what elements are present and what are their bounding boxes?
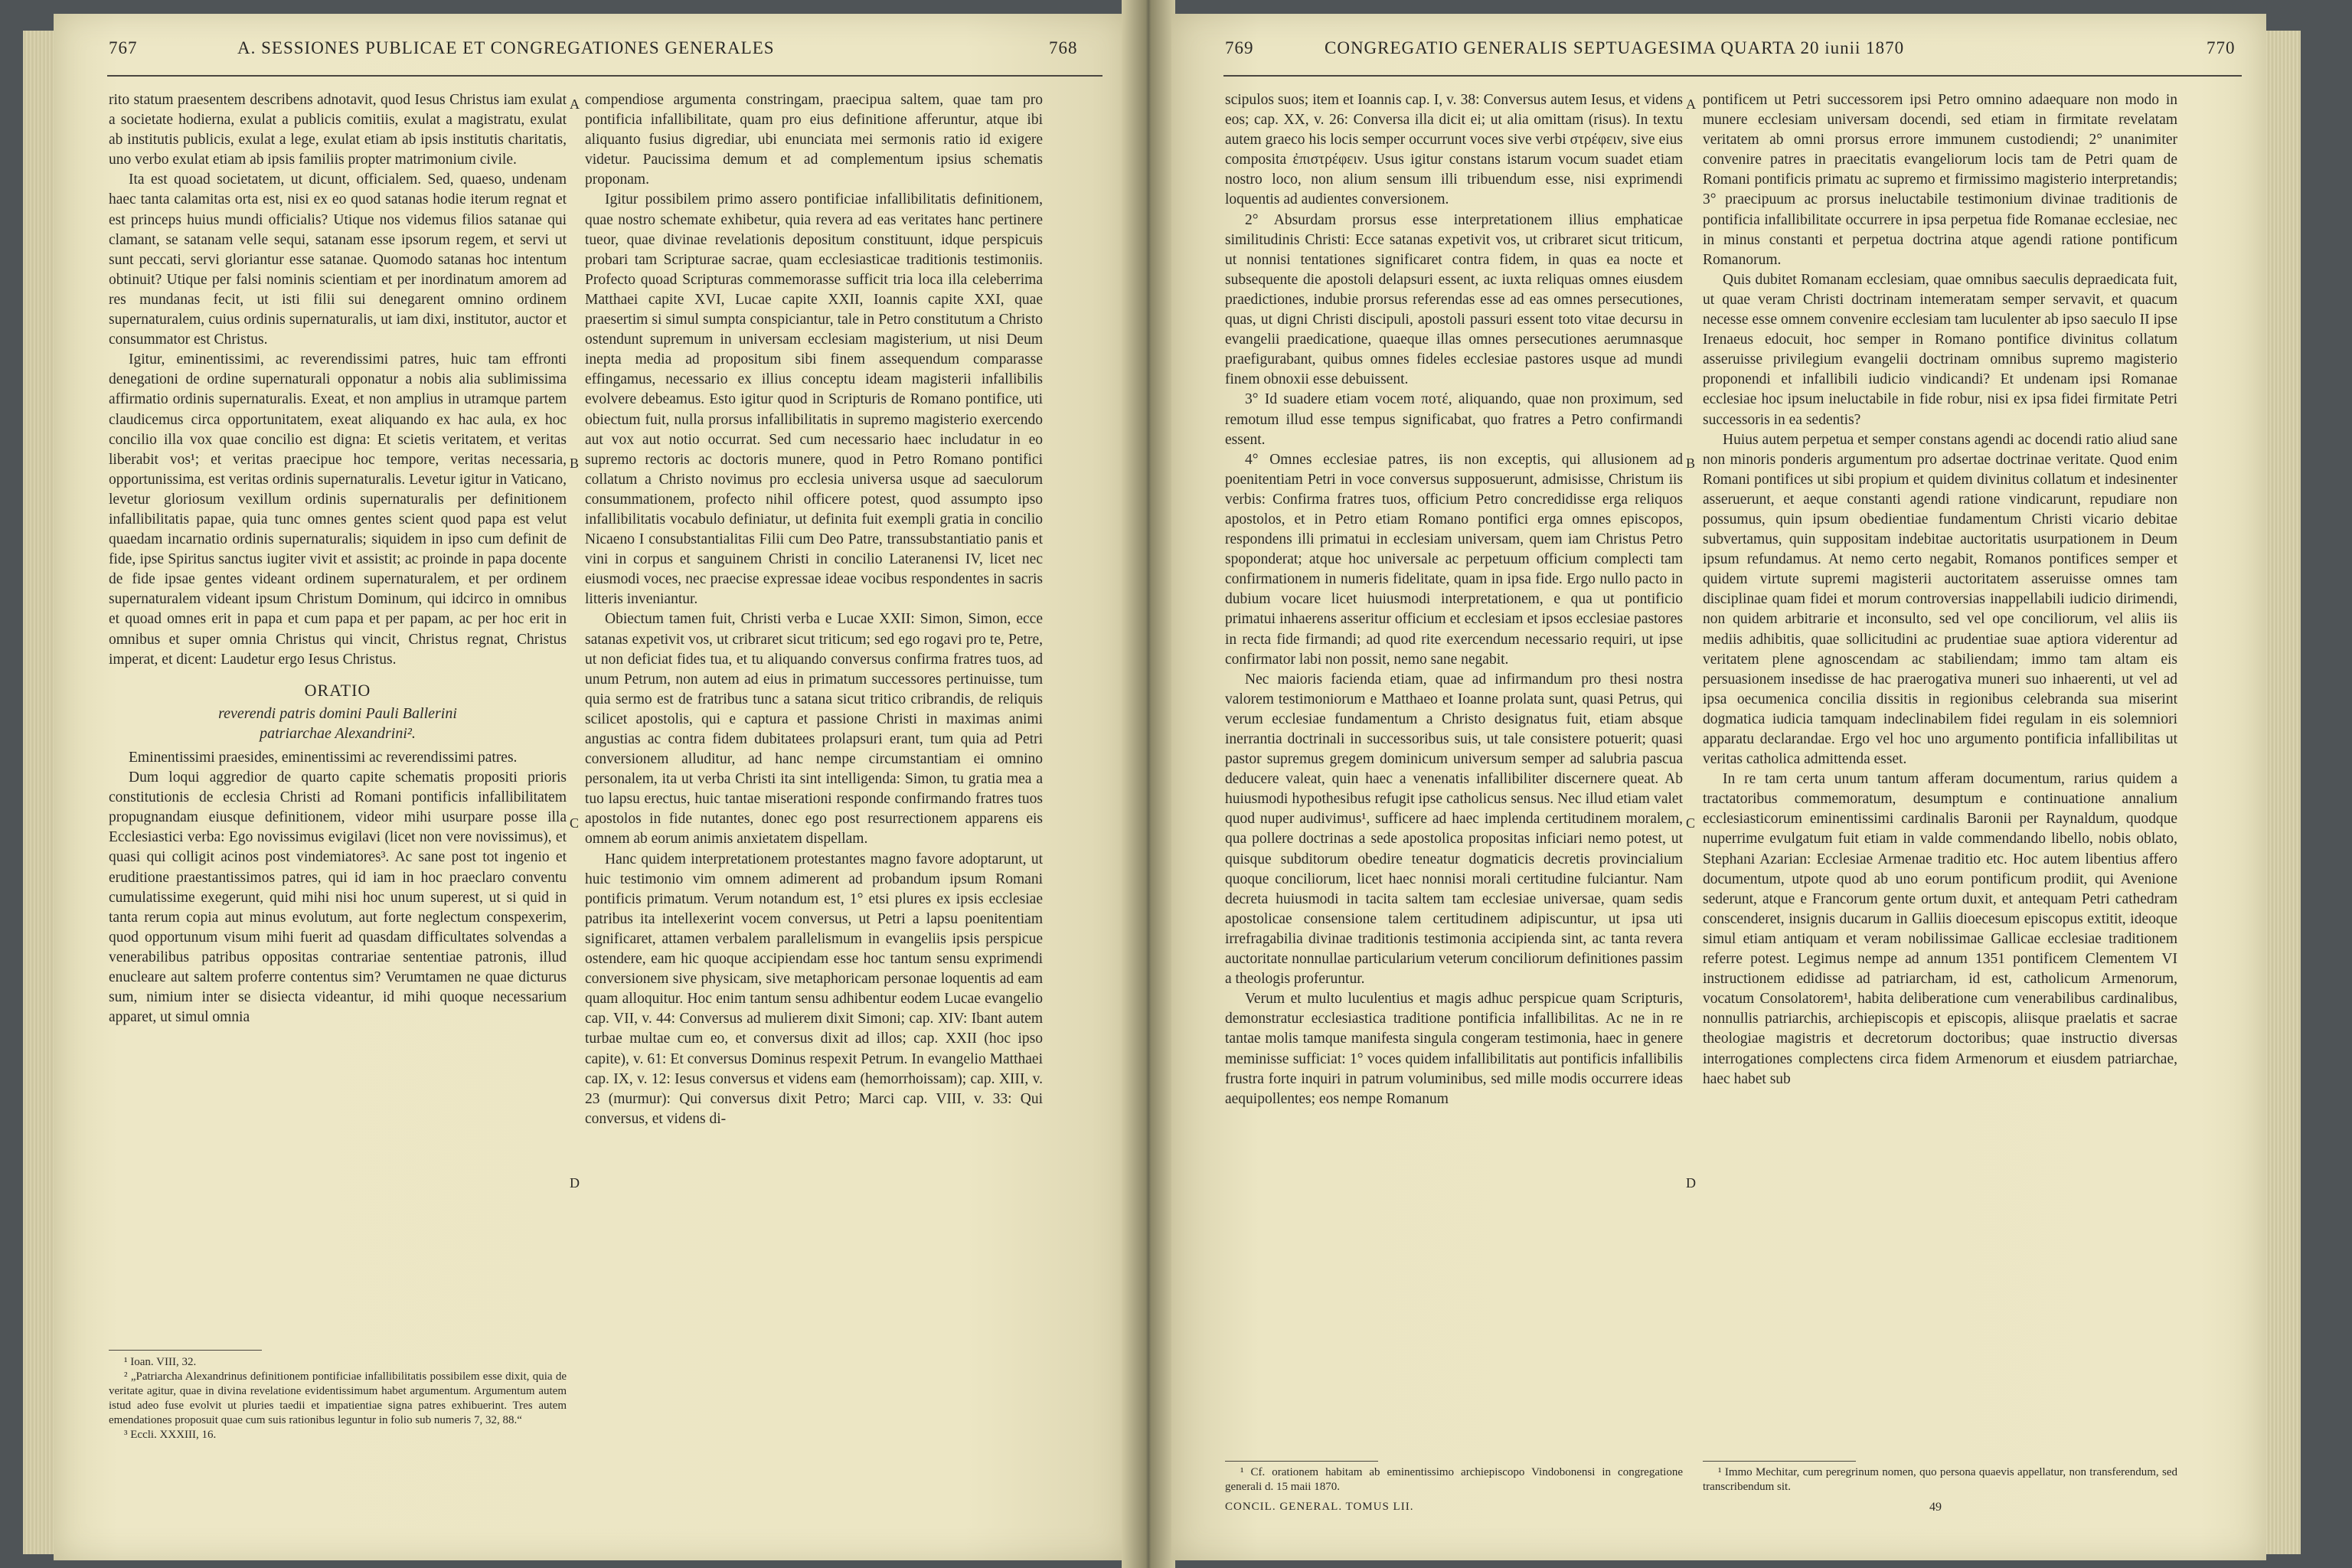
paragraph: 2° Absurdam prorsus esse interpretationem illius emphaticae similitudinis Christi: Ecce satanas expetivit vos, ut cribraret sicut triticum, ut nonnisi tentationes significaret contra fidem, in quas ea nocte et subsequente die apostoli delapsuri essent, ac iuxta reliquas omnes eiusdem praedictiones, indubie prorsus referendas esse ad eas omnes persecutiones, quas, ut digni Christi discipuli, apostoli passuri essent toto vitae decursu in evangelii praedicatione, quaeque illas omnes persecutiones aerumnasque praefigurabant, quibus omnes fideles ecclesiae pastores usque ad mundi finem obnoxii esse debuissent. bbox=[1225, 211, 1683, 388]
left-column-a bbox=[109, 90, 567, 1331]
section-marker: B bbox=[570, 456, 580, 471]
book-gutter bbox=[1122, 0, 1175, 1568]
paragraph: rito statum praesentem describens adnotavit, quod Iesus Christus iam exulat a societate hodierna, exulat a publicis comitiis, exulat a magistratu, exulat ab institutis publicis, exulat a lege, exulat etiam ab ipsis institutis charitatis, uno verbo exulat etiam ab ipsis familiis propter matrimonium civile. bbox=[109, 92, 567, 168]
left-page bbox=[54, 14, 1125, 1560]
right-page bbox=[1171, 14, 2266, 1560]
footnote: ¹ Cf. orationem habitam ab eminentissimo archiepiscopo Vindobonensi in congregatione generali d. 15 maii 1870. bbox=[1225, 1466, 1683, 1493]
running-title: CONGREGATIO GENERALIS SEPTUAGESIMA QUARTA 20 iunii 1870 bbox=[1325, 38, 1905, 57]
section-marker: A bbox=[1686, 96, 1696, 112]
footnote-rule bbox=[1225, 1461, 1378, 1462]
section-marker: B bbox=[1686, 456, 1696, 471]
paragraph: compendiose argumenta constringam, praecipua saltem, quae tam pro pontificia infallibilitate, quam pro eius definitione afferuntur, atque ibi aliquanto fusius digrediar, ubi enunciata mei sermonis ratio id exigere videtur. Paucissima demum et ad complementum ipsius schematis proponam. bbox=[585, 92, 1043, 188]
page-number: 768 bbox=[1049, 38, 1078, 57]
page-number: 767 bbox=[109, 38, 138, 57]
right-footnote-a bbox=[1225, 1465, 1683, 1494]
signature-mark: CONCIL. GENERAL. TOMUS LII. bbox=[1225, 1501, 1414, 1513]
paragraph: Igitur possibilem primo assero pontificiae infallibilitatis definitionem, quae nostro schemate exhibetur, quia revera ad eas veritates hanc pertinere tueor, quae divinae revelationis depositum constituunt, idque perspicuis probari tam Scripturae sacrae, quam ecclesiasticae traditionis testimoniis. Profecto quoad Scripturas commemorasse sufficit tria loca illa celeberrima Matthaei capite XVI, Lucae capite XXII, Ioannis capite XXI, quae praesertim si simul sumpta conspiciantur, tale in Petro constitutum a Christo ostendunt supremum in universam ecclesiam magisterium, ut nisi Deum inepta media ad propositum sibi finem assequendum comparasse effingamus, necessario ex illius conceptu ideam magisterii infallibilis evolvere debeamus. Esto igitur quod in Scripturis de Romano pontifice, uti obiectum fuit, nulla prorsus infallibilitatis in supremo magisterio exercendo aut vox aut notio occurrat. Sed cum necessario haec includatur in eo supremo rectoris ac doctoris munere, quod in Petro Romano pontifici collatum a Christo novimus pro ecclesia universa usque ad saeculorum consummationem, profecto nihil officere potest, quod assumpto ipso infallibilitatis vocabulo definiatur, ut definita fuit exempli gratia in concilio Nicaeno I consubstantialitas Filii cum Deo Patre, transsubstantiatio panis et vini in corpus et sanguinem Christi in concilio Lateranensi IV, licet nec eiusmodi voces, nec praecise expressae ideae vocibus respondentes in sacris litteris inveniantur. bbox=[585, 191, 1043, 608]
right-page-edges bbox=[2262, 31, 2301, 1554]
oratio-subtitle: patriarchae Alexandrini². bbox=[260, 724, 416, 742]
paragraph: Ita est quoad societatem, ut dicunt, officialem. Sed, quaeso, undenam haec tanta calamitas orta est, nisi ex eo quod satanas hodie iterum regnat et est princeps huius mundi officialis? Utique nos videmus filios satanae qui clamant, se satanam velle sequi, satanam esse ipsorum regem, et servi ut sunt peccati, servi gloriantur esse satanae. Quomodo satanas hoc intentum obtinuit? Utique per falsi nominis scientiam et per inordinatum amorem ad res mundanas fecit, ut isti filii sui denegarent omnino ordinem supernaturalem, cuius ordinis supernaturalis, ut iam dixi, institutor, auctor et consummator est Christus. bbox=[109, 172, 567, 348]
left-footnotes bbox=[109, 1355, 567, 1442]
section-marker: C bbox=[1686, 815, 1696, 831]
paragraph: Quis dubitet Romanam ecclesiam, quae omnibus saeculis depraedicata fuit, ut quae veram Christi doctrinam intemeratam semper servavit, et quacum necesse esse omnem convenire ecclesiam tam luculenter ab ipso saeculo II ipse Irenaeus edocuit, hoc semper in Romano pontifice divinitus collatum asseruisse privilegium evangelii doctrinam omnibus supremo magisterio proponendi et infallibili iudicio vindicandi? Et undenam ipsi Romanae ecclesiae hoc ipsum ineluctabile in fide robur, nisi ex ipsa fidei firmitate Petri successoris in ea sedentis? bbox=[1703, 271, 2177, 428]
paragraph: 4° Omnes ecclesiae patres, iis non exceptis, qui allusionem ad poenitentiam Petri in voce conversus supposuerunt, admisisse, Christum iis verbis: Confirma fratres tuos, officium Petro concredidisse erga reliquos apostolos, et in Petro etiam Romano pontifici erga omnes episcopos, respondens illi primatui in ecclesiam universam, quem iam Christus Petro spoponderat; atque hoc universale ac perpetuum officium complecti tam confirmationem in numeris fidelitate, quam in ipsa fide. Ergo nullo pacto in dubium vocare licet huiusmodi interpretationem, e qua ut pontificio primatui inhaerens asseritur officium et ecclesiam et ipsos ecclesiae pastores in recta fide firmandi; ad quod rite exercendum necessario requiri, ut ipse confirmator labi non possit, nemo sane negabit. bbox=[1225, 451, 1683, 668]
paragraph: Nec maioris facienda etiam, quae ad infirmandum pro thesi nostra valorem testimoniorum e Matthaeo et Ioanne prolata sunt, quasi Petrus, qui verum ecclesiae fundamentum a Christo designatus fuit, etiam absque inerrantia doctrinali in successoribus suis, ut tale consistere potuerit; quasi pastor supremus gregem dominicum universum semper ad salubria pascua deducere valeat, quin haec a venenatis infallibiliter discernere queat. Ab huiusmodi hypothesibus refugit ipse catholicus sensus. Nec illud etiam valet quod nuper audivimus¹, sufficere ad haec implenda certitudinem moralem, qua pollere doctrinas a sede apostolica propositas inficiari nemo potest, ut quisque subditorum obedire teneatur dogmaticis decretis provincialium quoque conciliorum, licet haec nonnisi morali certitudine fulciantur. Nam decreta huiusmodi in tacita saltem tam ecclesiae universae, quam sedis apostolicae consensione talem certitudinem adipiscuntur, ut ipsa uti irrefragabilia divinae traditionis testimonia accipienda sint, ac tanta revera auctoritate nonnullae particularium veterum conciliorum definitiones passim a theologis proferuntur. bbox=[1225, 671, 1683, 988]
oratio-subtitle: reverendi patris domini Pauli Ballerini bbox=[218, 704, 457, 722]
section-marker: D bbox=[1686, 1175, 1696, 1191]
paragraph: Dum loqui aggredior de quarto capite schematis propositi prioris constitutionis de ecclesia Christi ad Romani pontificis infallibilitatem propugnandam eiusque definitionem, videor mihi usurpare posse illa Ecclesiastici verba: Ego novissimus evigilavi (licet non vere novissimus), et quasi qui colligit acinos post vindemiatores³. Ac sane post tot ingenio et eruditione praestantissimos patres, qui id iam in hoc praeclaro conventu cumulatissime exegerunt, quid mihi nisi hoc unum superest, ut si quid in tanta rerum copia aut minus evolutum, aut forte neglectum conspexerim, quod opportunum visum mihi fuerit ad quasdam difficultates solvendas a venerabilibus patribus oppositas contrariae sententiae patronis, illud enucleare aut saltem proferre contentus sim? Verumtamen ne quae dicturus sum, nimium inter se disiecta videantur, id mihi quoque necessarium apparet, ut simul omnia bbox=[109, 769, 567, 1026]
right-footnote-b bbox=[1703, 1465, 2177, 1494]
left-column-b bbox=[585, 90, 1043, 1499]
paragraph: Hanc quidem interpretationem protestantes magno favore adoptarunt, ut huic testimonio vim omnem adimerent ad probandum ipsum Romani pontificis primatum. Verum notandum est, 1° etsi plures ex ipsis ecclesiae patribus ita intellexerint vocem conversus, ut Petri a lapsu poenitentiam significaret, attamen verbalem parallelismum in evangeliis ipsis perspicue ostendere, eam hic quoque accipiendam esse hoc tantum sensu exprimendi conversionem sive physicam, sive metaphoricam personae loquentis ad eam quam alloquitur. Hoc enim tantum sensu adhibentur eodem Lucae evangelio cap. VII, v. 44: Conversus ad mulierem dixit Simoni; cap. XIV: Ibant autem turbae multae cum eo, et conversus dixit ad illos; cap. XXII (hoc ipso capite), v. 61: Et conversus Dominus respexit Petrum. In evangelio Matthaei cap. IX, v. 12: Iesus conversus et videns eam (hemorrhoissam); cap. XIII, v. 23 (murmur): Qui conversus dixit Petro; Marci cap. VIII, v. 33: Qui conversus, et videns di- bbox=[585, 851, 1043, 1127]
oratio-heading: ORATIO bbox=[304, 680, 371, 700]
left-running-header bbox=[54, 38, 1125, 69]
paragraph: 3° Id suadere etiam vocem ποτέ, aliquando, quae non proximum, sed remotum illud esse tempus significabat, quo fratres a Petro confirmandi essent. bbox=[1225, 391, 1683, 448]
paragraph: scipulos suos; item et Ioannis cap. I, v. 38: Conversus autem Iesus, et videns eos; cap. XX, v. 26: Conversa illa dicit ei; ut alia omittam (risus). In textu autem graeco his locis semper occurrunt voces sive verbi στρέφειν, sive eius composita ἐπιστρέφειν. Usus igitur constans istarum vocum suadet etiam nostro loco, non alium sensum illi tribuendum esse, nisi exprimendi loquentis ad audientes conversionem. bbox=[1225, 92, 1683, 208]
section-marker: D bbox=[570, 1175, 580, 1191]
footnote-rule bbox=[109, 1350, 262, 1351]
paragraph: In re tam certa unum tantum afferam documentum, rarius quidem a tractatoribus commemoratum, desumptum e continuatione annalium ecclesiasticorum eminentissimi cardinalis Baronii per Raynaldum, quodque nuperrime evulgatum fuit etiam in valde commendando libello, nobis oblato, Stephani Azarian: Ecclesiae Armenae traditio etc. Hoc autem libentius affero documentum, utpote quod ab uno eorum pontificum prodiit, qui Avenione sederunt, atque e Francorum gente ortum duxit, et antequam Petri cathedram conscenderet, insignis ducarum in Galliis dioecesum episcopus extitit, ideoque simul etiam antiquam et veram nobilissimae Gallicae ecclesiae traditionem referre potest. Legimus nempe ad annum 1351 pontificem Clementem VI instructionem edidisse ad patriarcham, id est, catholicum Armenorum, vocatum Consolatorem¹, habita deliberatione cum venerabilibus cardinalibus, nonnullis patriarchis, archiepiscopis et episcopis, aliisque praelatis et sacrae theologiae magistris et decretorum doctoribus; quae instructio diversas interrogationes complectens circa fidem Armenorum et eiusdem patriarchae, haec habet sub bbox=[1703, 771, 2177, 1087]
paragraph: Verum et multo luculentius et magis adhuc perspicue quam Scripturis, demonstratur ecclesiastica traditione pontificia infallibilitas. Ac ne in re tantae molis tamque manifesta singula congeram testimonia, haec in genere meminisse sufficiat: 1° voces quidem infallibilitatis aut pontificis infallibilis frustra forte inquiri in patrum voluminibus, sed mille modis occurrere ideas aequipollentes; eos nempe Romanum bbox=[1225, 991, 1683, 1107]
paragraph: Eminentissimi praesides, eminentissimi ac reverendissimi patres. bbox=[129, 750, 518, 766]
right-running-header bbox=[1171, 38, 2266, 69]
folio-number: 49 bbox=[1929, 1501, 1942, 1514]
left-page-edges bbox=[23, 31, 57, 1554]
footnote: ³ Eccli. XXXIII, 16. bbox=[124, 1429, 217, 1441]
section-marker: C bbox=[570, 815, 580, 831]
header-rule bbox=[107, 75, 1102, 77]
right-column-b bbox=[1703, 90, 2177, 1449]
footnote-rule bbox=[1703, 1461, 1856, 1462]
right-column-a bbox=[1225, 90, 1683, 1449]
running-title: A. SESSIONES PUBLICAE ET CONGREGATIONES GENERALES bbox=[237, 38, 775, 57]
section-marker: A bbox=[570, 96, 580, 112]
footnote: ¹ Immo Mechitar, cum peregrinum nomen, quo persona quaevis appellatur, non transferendum, sed transcribendum sit. bbox=[1703, 1466, 2177, 1493]
paragraph: pontificem ut Petri successorem ipsi Petro omnino adaequare non modo in munere ecclesiam universam docendi, sed etiam in firmitate revelatam veritatem ab omni prorsus errore immunem custodiendi; 2° unanimiter convenire patres in praecitatis evangeliorum locis tam de Petri quam de Romani pontificis primatu ac supremo et firmissimo magisterio interpretandis; 3° praecipuum ac prorsus ineluctabile testimonium divinae traditionis de pontificia infallibilitate occurrere in ipsa perpetua fide Romanae ecclesiae, nec in minus constanti et perpetua doctrina atque agendi ratione pontificum Romanorum. bbox=[1703, 92, 2177, 268]
paragraph: Huius autem perpetua et semper constans agendi ac docendi ratio aliud sane non minoris ponderis argumentum pro adsertae doctrinae veritate. Quod enim Romani pontifices ut sibi propium et quidem divinitus collatum et indesinenter asseruerunt, et aeque constanti agendi ratione vindicarunt, repudiare non possumus, quin ipsum obedientiae fundamentum Christi vicario debitae subvertamus, quin suppositam indebitae auctoritatis usurpationem in Deum ipsum refundamus. At nemo certo negabit, Romanos pontifices semper et quidem virtute supremi magisterii auctoritatem asseruisse omnes tam disciplinae quam fidei et morum controversias inappellabili iudicio dirimendi, non quidem arbitrarie et inconsulto, sed vel ope conciliorum, vel aliis iis mediis adhibitis, quae sollicitudini ac prudentiae suae aptiora viderentur ad veritatem plene agnoscendam ac stabiliendam; immo tam altam eis persuasionem insedisse de hac praerogativa muneri suo inhaerenti, ut vel ad ipsa oecumenica concilia dissitis in regionibus celebranda sua miserint dogmatica iudicia tamquam indeclinabilem fidei regulam in eis solemniori apparatu declarandae. Ergo vel hoc uno argumento pontificia infallibilitas ut veritas catholica admittenda esset. bbox=[1703, 431, 2177, 768]
header-rule bbox=[1223, 75, 2242, 77]
page-number: 769 bbox=[1225, 38, 1254, 57]
page-number: 770 bbox=[2207, 38, 2236, 57]
paragraph: Igitur, eminentissimi, ac reverendissimi patres, huic tam effronti denegationi de ordine supernaturali opponatur a nobis alia sublimissima affirmatio ordinis supernaturalis. Exeat, et non amplius in utramque partem claudicemus circa opportunitatem, exeat aliquando ex hac aula, ex hoc concilio illa vox quae concilio est digna: Et scietis veritatem, et veritas liberabit vos¹; et veritas praecipue hoc tempore, veritas necessaria, opportunissima, est veritas ordinis supernaturalis. Levetur igitur in Vaticano, levetur gloriosum vexillum ordinis supernaturalis per definitionem infallibilitatis papae, quia tunc omnes gentes scient quod papa est velut quaedam incarnatio ordinis supernaturalis; siquidem in ipso cum definit de fide, ipse Spiritus sanctus iugiter vivit et assistit; ac proinde in papa docente de fide ipsae gentes videant ordinem supernaturalem, et per ordinem supernaturalem videant ipsum Christum Dominum, qui idcirco in omnibus et quoad omnes erit in papa et cum papa et per papam, ac per hoc erit in omnibus et super omnia Christus qui vincit, Christus regnat, Christus imperat, et dicent: Laudetur ergo Iesus Christus. bbox=[109, 351, 567, 668]
footnote: ¹ Ioan. VIII, 32. bbox=[124, 1356, 197, 1368]
footnote: ² „Patriarcha Alexandrinus definitionem pontificiae infallibilitatis possibilem esse dixit, quia de veritate agitur, quae in divina revelatione evidentissimum habet argumentum. Argumentum autem istud adeo fuse evolvit ut pluries taedii et impatientiae signa patres exhibuerint. Tres autem emendationes proposuit quae cum suis rationibus leguntur in folio sub numeris 7, 32, 88.“ bbox=[109, 1370, 567, 1426]
paragraph: Obiectum tamen fuit, Christi verba e Lucae XXII: Simon, Simon, ecce satanas expetivit vos, ut cribraret sicut triticum; sed ego rogavi pro te, Petre, ut non deficiat fides tua, et tu aliquando conversus confirma fratres tuos, ad unum Petrum, non autem ad eius in primatum successores pertinuisse, tum quia sermo est de fratribus tunc a satana sicut tritico cribrandis, de reliquis scilicet apostolis, qui e captura et passione Christi in maximas animi angustias ac contra fidem dubitatees prolapsuri erant, tum quia ad Petri conversionem alluditur, ad hanc nempe circumstantiam ei omnino personalem, ita ut verba Christi ita sint intelligenda: Simon, tu gratia mea a tuo lapsu erectus, huic tantae miserationi responde confirmando fratres tuos apostolos in fide nutantes, donec ego post resurrectionem apparens eis omnem ab eorum animis anxietatem dispellam. bbox=[585, 611, 1043, 848]
